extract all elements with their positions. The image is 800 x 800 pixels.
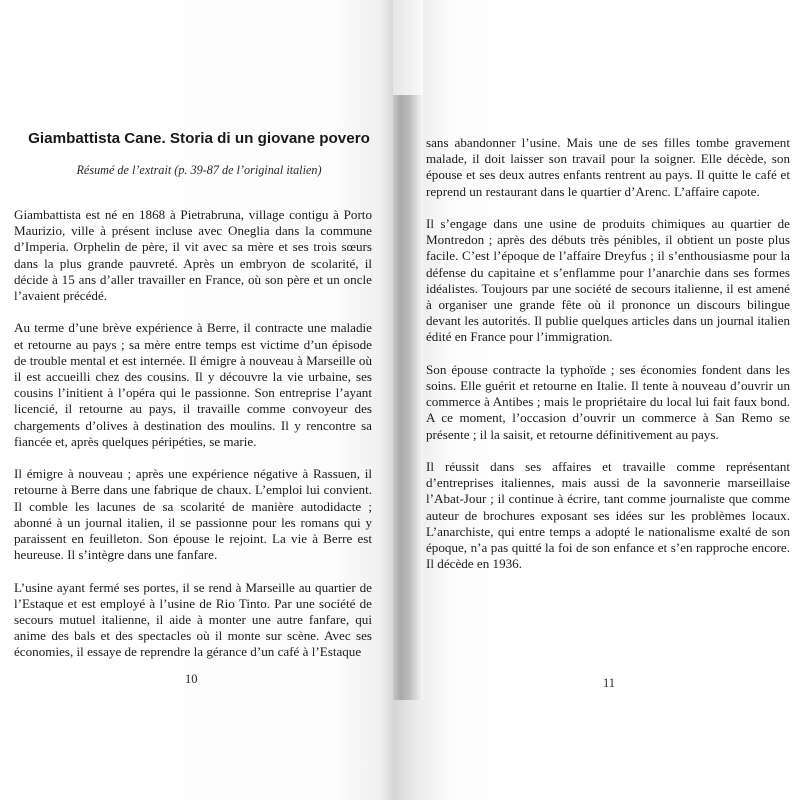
page-number-left: 10 [185,672,198,686]
paragraph: Au terme d’une brève expérience à Berre, il contracte une maladie et retourne au pays ; sa mère entre temps est victime d’un épisode de trouble mental et est internée. Il émigre à nouveau à Marseille où il est accueilli chez des cousins. Il y découvre la vie urbaine, ses cousins l’initient à l’opéra qui le passionne. Son entreprise l’ayant licencié, il retourne au pays, il travaille comme convoyeur des chargements d’olives à destination des moulins. Il y rencontre sa fiancée et, après quelques péripéties, se marie. [14,320,372,449]
paragraph: Giambattista est né en 1868 à Pietrabruna, village contigu à Porto Maurizio, ville à présent incluse avec Oneglia dans la commune d’Imperia. Orphelin de père, il vit avec sa mère et ses trois sœurs dans la plus grande pauvreté. Après un embryon de scolarité, il décide à 15 ans d’aller travailler en France, où son père et un oncle l’avaient précédé. [14,207,372,304]
paragraph: Son épouse contracte la typhoïde ; ses économies fondent dans les soins. Elle guérit et retourne en Italie. Il tente à nouveau d’ouvrir un commerce à Antibes ; mais le propriétaire du local lui fait faux bond. A ce moment, l’occasion d’ouvrir un commerce à San Remo se présente ; il la saisit, et retourne définitivement au pays. [426,361,790,442]
right-page-text [426,135,790,589]
paragraph: Il émigre à nouveau ; après une expérience négative à Rassuen, il retourne à Berre dans une fabrique de chaux. L’emploi lui convient. Il comble les lacunes de sa scolarité de manière autodidacte ; abonné à un journal italien, il se passionne pour les romans qui y paraissent en feuilleton. Son épouse le rejoint. La vie à Berre est heureuse. Il s’intègre dans une fanfare. [14,466,372,563]
paragraph: Il s’engage dans une usine de produits chimiques au quartier de Montredon ; après des débuts très pénibles, il obtient un poste plus facile. C’est l’époque de l’affaire Dreyfus ; il s’enthousiasme pour la défense du capitaine et s’enflamme pour l’anarchie dans ses formes idéalistes. Toujours par une société de secours italienne, il est amené à organiser une grande fête où il prononce un discours bilingue devant les autorités. Il publie quelques articles dans un journal italien édité en France pour l’immigration. [426,216,790,345]
left-page [0,0,393,800]
paragraph: sans abandonner l’usine. Mais une de ses filles tombe gravement malade, il doit laisser son travail pour la soigner. Elle décède, son épouse et ses deux autres enfants rentrent au pays. Il quitte le café et reprend un restaurant dans le quartier d’Arenc. L’affaire capote. [426,135,790,199]
page-number-right: 11 [603,676,616,690]
page-edge-highlight [393,0,423,95]
book-gutter-shadow [393,95,423,700]
paragraph: L’usine ayant fermé ses portes, il se rend à Marseille au quartier de l’Estaque et est employé à l’usine de Rio Tinto. Par une société de secours mutuel italienne, il aide à monter une autre fanfare, qui anime des bals et des spectacles où il monte sur scène. Avec ses économies, il essaye de reprendre la gérance d’un café à l’Estaque [14,579,372,660]
left-page-text [14,207,372,677]
chapter-subtitle: Résumé de l’extrait (p. 39-87 de l’original italien) [76,163,322,177]
paragraph: Il réussit dans ses affaires et travaille comme représentant d’entreprises italiennes, mais aussi de la savonnerie marseillaise l’Abat-Jour ; il continue à écrire, tant comme journaliste que comme auteur de brochures exposant ses idées sur les problèmes locaux. L’anarchiste, qui entre temps a adopté le nationalisme exalté de son époque, n’a pas quitté la foi de son enfance et s’en rapproche encore. Il décède en 1936. [426,459,790,572]
chapter-title: Giambattista Cane. Storia di un giovane povero [28,130,370,147]
